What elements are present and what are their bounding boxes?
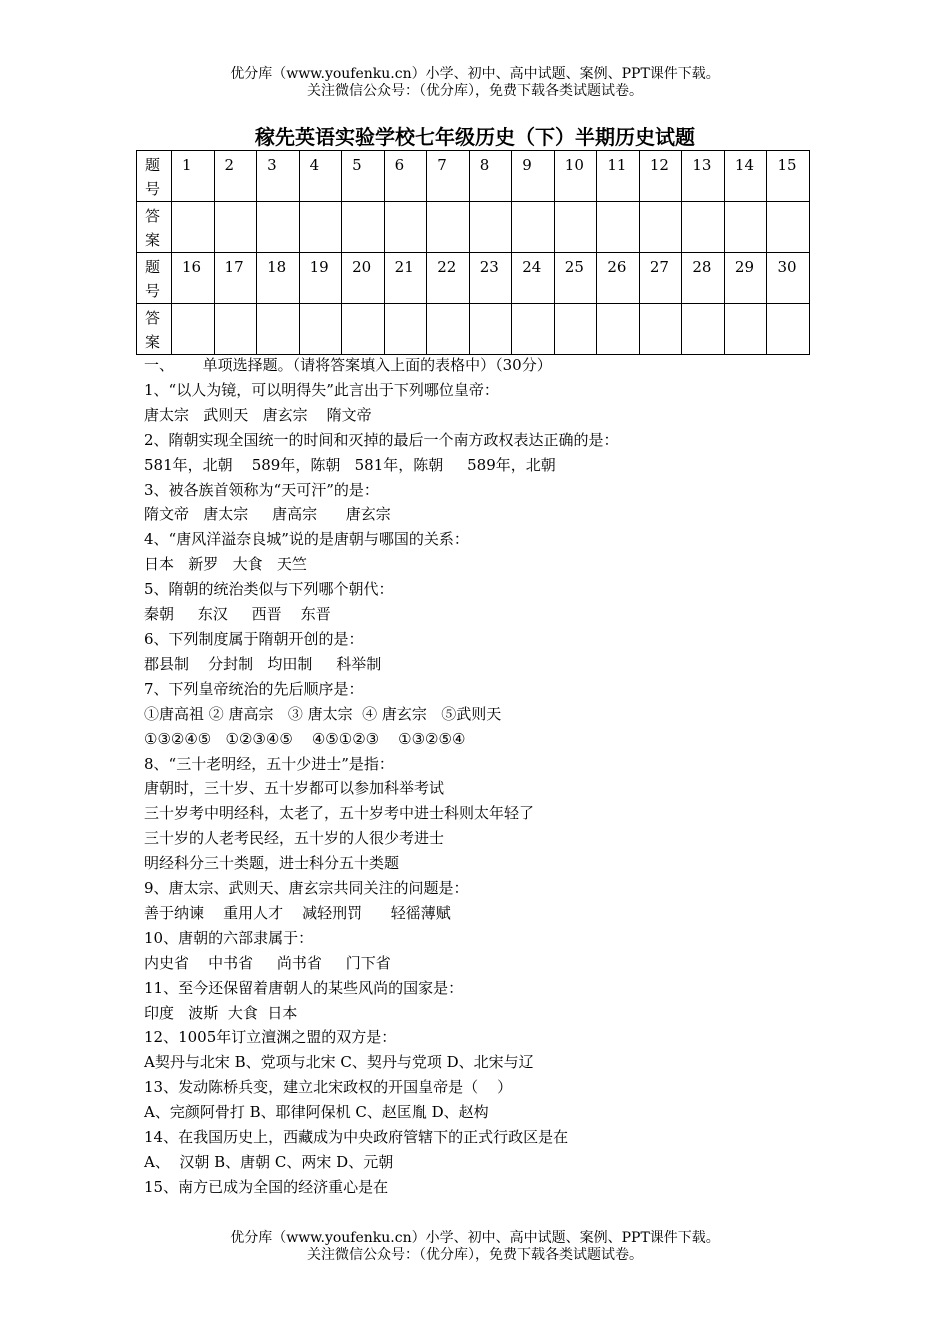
question-line: 10、唐朝的六部隶属于： <box>144 928 314 947</box>
question-number-cell: 12 <box>639 151 682 202</box>
question-line: 15、南方已成为全国的经济重心是在 <box>144 1177 389 1196</box>
question-line: ①③②④⑤ ①②③④⑤ ④⑤①②③ ①③②⑤④ <box>144 729 466 748</box>
question-number-cell: 14 <box>724 151 767 202</box>
answer-cell[interactable] <box>512 304 555 355</box>
answer-cell[interactable] <box>682 304 725 355</box>
question-line: 4、“唐风洋溢奈良城”说的是唐朝与哪国的关系： <box>144 530 469 549</box>
question-line: 一、 单项选择题。（请将答案填入上面的表格中）（30分） <box>144 356 552 374</box>
row-label-number: 题号 <box>137 151 172 202</box>
question-number-cell: 25 <box>554 253 597 304</box>
footer-line-1: 优分库（www.youfenku.cn）小学、初中、高中试题、案例、PPT课件下载。 <box>230 1230 720 1246</box>
answer-cell[interactable] <box>639 304 682 355</box>
question-number-cell: 20 <box>342 253 385 304</box>
row-label-answer: 答案 <box>137 202 172 253</box>
answer-cell[interactable] <box>724 304 767 355</box>
answer-cell[interactable] <box>384 202 427 253</box>
answer-cell[interactable] <box>427 304 470 355</box>
question-line: 6、下列制度属于隋朝开创的是： <box>144 629 364 648</box>
question-number-cell: 16 <box>172 253 215 304</box>
question-line: 3、被各族首领称为“天可汗”的是： <box>144 480 379 499</box>
question-line: A、完颜阿骨打 B、耶律阿保机 C、赵匡胤 D、赵构 <box>144 1103 489 1122</box>
answer-cell[interactable] <box>172 202 215 253</box>
question-number-cell: 13 <box>682 151 725 202</box>
table-row-numbers <box>137 151 810 202</box>
question-line: 8、“三十老明经，五十少进士”是指： <box>144 754 394 773</box>
question-line: 唐太宗 武则天 唐玄宗 隋文帝 <box>144 405 372 424</box>
question-line: 明经科分三十类题，进士科分五十类题 <box>144 854 400 873</box>
answer-cell[interactable] <box>299 304 342 355</box>
footer-line-2: 关注微信公众号：（优分库），免费下载各类试题试卷。 <box>307 1247 643 1263</box>
question-line: A契丹与北宋 B、党项与北宋 C、契丹与党项 D、北宋与辽 <box>144 1053 534 1072</box>
question-line: 隋文帝 唐太宗 唐高宗 唐玄宗 <box>144 505 391 524</box>
question-number-cell: 6 <box>384 151 427 202</box>
question-line: 5、隋朝的统治类似与下列哪个朝代： <box>144 580 394 599</box>
question-line: 善于纳谏 重用人才 减轻刑罚 轻徭薄赋 <box>144 903 451 922</box>
question-number-cell: 23 <box>469 253 512 304</box>
page-header <box>0 66 950 100</box>
question-line: 13、发动陈桥兵变，建立北宋政权的开国皇帝是（ ） <box>144 1078 513 1097</box>
answer-cell[interactable] <box>257 202 300 253</box>
row-label-number: 题号 <box>137 253 172 304</box>
question-number-cell: 27 <box>639 253 682 304</box>
answer-cell[interactable] <box>172 304 215 355</box>
question-number-cell: 24 <box>512 253 555 304</box>
question-line: 2、隋朝实现全国统一的时间和灭掉的最后一个南方政权表达正确的是： <box>144 430 619 449</box>
answer-cell[interactable] <box>767 304 810 355</box>
question-line: 14、在我国历史上，西藏成为中央政府管辖下的正式行政区是在 <box>144 1128 569 1147</box>
page-title: 稼先英语实验学校七年级历史（下）半期历史试题 <box>255 125 695 149</box>
answer-cell[interactable] <box>214 202 257 253</box>
question-line: 11、至今还保留着唐朝人的某些风尚的国家是： <box>144 978 464 997</box>
answer-cell[interactable] <box>682 202 725 253</box>
question-line: 唐朝时，三十岁、五十岁都可以参加科举考试 <box>144 779 445 798</box>
answer-cell[interactable] <box>512 202 555 253</box>
row-label-answer: 答案 <box>137 304 172 355</box>
answer-cell[interactable] <box>597 304 640 355</box>
question-number-cell: 3 <box>257 151 300 202</box>
answer-cell[interactable] <box>214 304 257 355</box>
question-number-cell: 29 <box>724 253 767 304</box>
question-number-cell: 7 <box>427 151 470 202</box>
question-number-cell: 15 <box>767 151 810 202</box>
question-number-cell: 26 <box>597 253 640 304</box>
answer-cell[interactable] <box>767 202 810 253</box>
question-number-cell: 5 <box>342 151 385 202</box>
page-footer <box>0 1230 950 1264</box>
header-line-2: 关注微信公众号：（优分库），免费下载各类试题试卷。 <box>307 83 643 99</box>
question-number-cell: 19 <box>299 253 342 304</box>
question-line: 郡县制 分封制 均田制 科举制 <box>144 654 382 673</box>
answer-cell[interactable] <box>342 202 385 253</box>
question-number-cell: 28 <box>682 253 725 304</box>
question-number-cell: 18 <box>257 253 300 304</box>
question-line: 三十岁的人老考民经，五十岁的人很少考进士 <box>144 829 445 848</box>
question-number-cell: 4 <box>299 151 342 202</box>
header-line-1: 优分库（www.youfenku.cn）小学、初中、高中试题、案例、PPT课件下载。 <box>230 66 720 82</box>
question-number-cell: 22 <box>427 253 470 304</box>
question-line: 日本 新罗 大食 天竺 <box>144 555 307 574</box>
question-number-cell: 17 <box>214 253 257 304</box>
answer-cell[interactable] <box>724 202 767 253</box>
question-number-cell: 21 <box>384 253 427 304</box>
table-row-answers <box>137 304 810 355</box>
question-line: 三十岁考中明经科，太老了，五十岁考中进士科则太年轻了 <box>144 804 535 823</box>
question-number-cell: 2 <box>214 151 257 202</box>
question-number-cell: 11 <box>597 151 640 202</box>
answer-cell[interactable] <box>299 202 342 253</box>
question-line: ①唐高祖 ② 唐高宗 ③ 唐太宗 ④ 唐玄宗 ⑤武则天 <box>144 704 502 723</box>
question-number-cell: 10 <box>554 151 597 202</box>
question-number-cell: 9 <box>512 151 555 202</box>
answer-cell[interactable] <box>469 304 512 355</box>
question-line: 12、1005年订立澶渊之盟的双方是： <box>144 1028 397 1047</box>
answer-cell[interactable] <box>639 202 682 253</box>
question-line: 秦朝 东汉 西晋 东晋 <box>144 605 331 624</box>
question-line: 印度 波斯 大食 日本 <box>144 1003 298 1022</box>
question-number-cell: 30 <box>767 253 810 304</box>
question-line: 1、“以人为镜，可以明得失”此言出于下列哪位皇帝： <box>144 380 499 399</box>
answer-cell[interactable] <box>469 202 512 253</box>
question-number-cell: 1 <box>172 151 215 202</box>
question-number-cell: 8 <box>469 151 512 202</box>
question-line: 内史省 中书省 尚书省 门下省 <box>144 953 391 972</box>
answer-cell[interactable] <box>427 202 470 253</box>
answer-cell[interactable] <box>554 202 597 253</box>
answer-cell[interactable] <box>342 304 385 355</box>
answer-cell[interactable] <box>554 304 597 355</box>
question-list <box>144 353 824 1200</box>
table-row-numbers <box>137 253 810 304</box>
question-line: 7、下列皇帝统治的先后顺序是： <box>144 679 364 698</box>
answer-table <box>136 150 810 355</box>
question-line: A、 汉朝 B、唐朝 C、两宋 D、元朝 <box>144 1153 394 1171</box>
answer-cell[interactable] <box>257 304 300 355</box>
answer-cell[interactable] <box>597 202 640 253</box>
question-line: 9、唐太宗、武则天、唐玄宗共同关注的问题是： <box>144 879 469 898</box>
table-row-answers <box>137 202 810 253</box>
question-line: 581年，北朝 589年，陈朝 581年，陈朝 589年，北朝 <box>144 455 556 474</box>
answer-cell[interactable] <box>384 304 427 355</box>
